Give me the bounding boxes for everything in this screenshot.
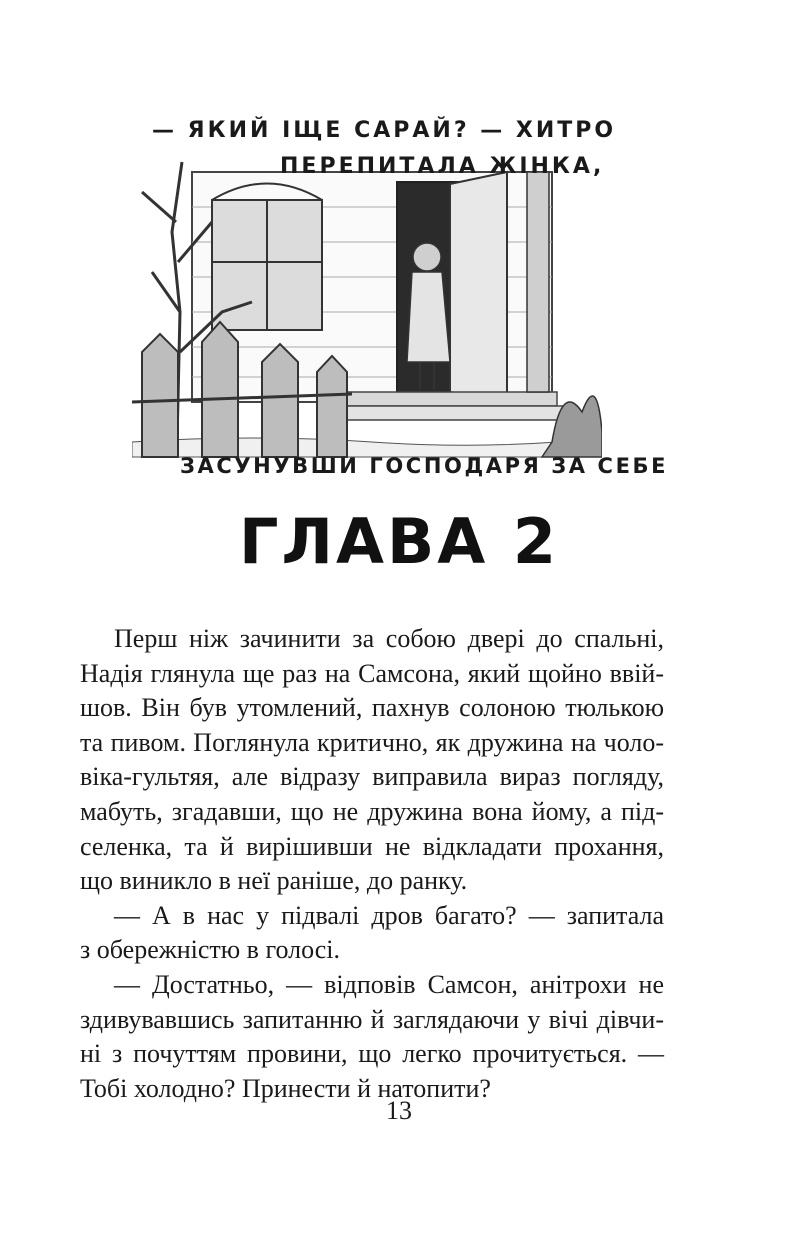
text-line: шов. Він був утомлений, пахнув солоною тюлькою bbox=[80, 693, 664, 723]
illustration-caption-line-2: ПЕРЕПИТАЛА ЖІНКА, bbox=[280, 154, 605, 179]
text-line: та пивом. Поглянула критично, як дружина на чоло- bbox=[80, 727, 664, 757]
text-line: — Достатньо, — відповів Самсон, анітрохи не bbox=[114, 969, 664, 999]
text-line: ні з почуттям провини, що легко прочитується. — bbox=[80, 1039, 664, 1069]
text-line: з обережністю в голосі. bbox=[80, 935, 340, 965]
text-line: — А в нас у підвалі дров багато? — запитала bbox=[114, 900, 664, 930]
text-line: селенка, та й вирішивши не відкладати прохання, bbox=[80, 831, 664, 861]
page-number: 13 bbox=[386, 1096, 412, 1125]
text-line: мабуть, згадавши, що не дружина вона йому, а під- bbox=[80, 796, 664, 826]
illustration-caption-line-3: ЗАСУНУВШИ ГОСПОДАРЯ ЗА СЕБЕ bbox=[180, 454, 669, 478]
text-line: що виникло в неї раніше, до ранку. bbox=[80, 866, 468, 896]
text-line: Перш ніж зачинити за собою двері до спальні, bbox=[114, 624, 664, 653]
body-text bbox=[80, 622, 664, 1106]
illustration-caption-line-1: — ЯКИЙ ІЩЕ САРАЙ? — ХИТРО bbox=[152, 118, 617, 143]
chapter-title: ГЛАВА 2 bbox=[239, 505, 559, 578]
text-line: здивувавшись запитанню й заглядаючи у вічі дівчи- bbox=[80, 1004, 664, 1034]
text-line: Тобі холодно? Принести й натопити? bbox=[80, 1073, 491, 1103]
text-line: Надія глянула ще раз на Самсона, який щойно ввій- bbox=[80, 658, 664, 688]
text-line: віка-гультяя, але відразу виправила вираз погляду, bbox=[80, 762, 664, 792]
